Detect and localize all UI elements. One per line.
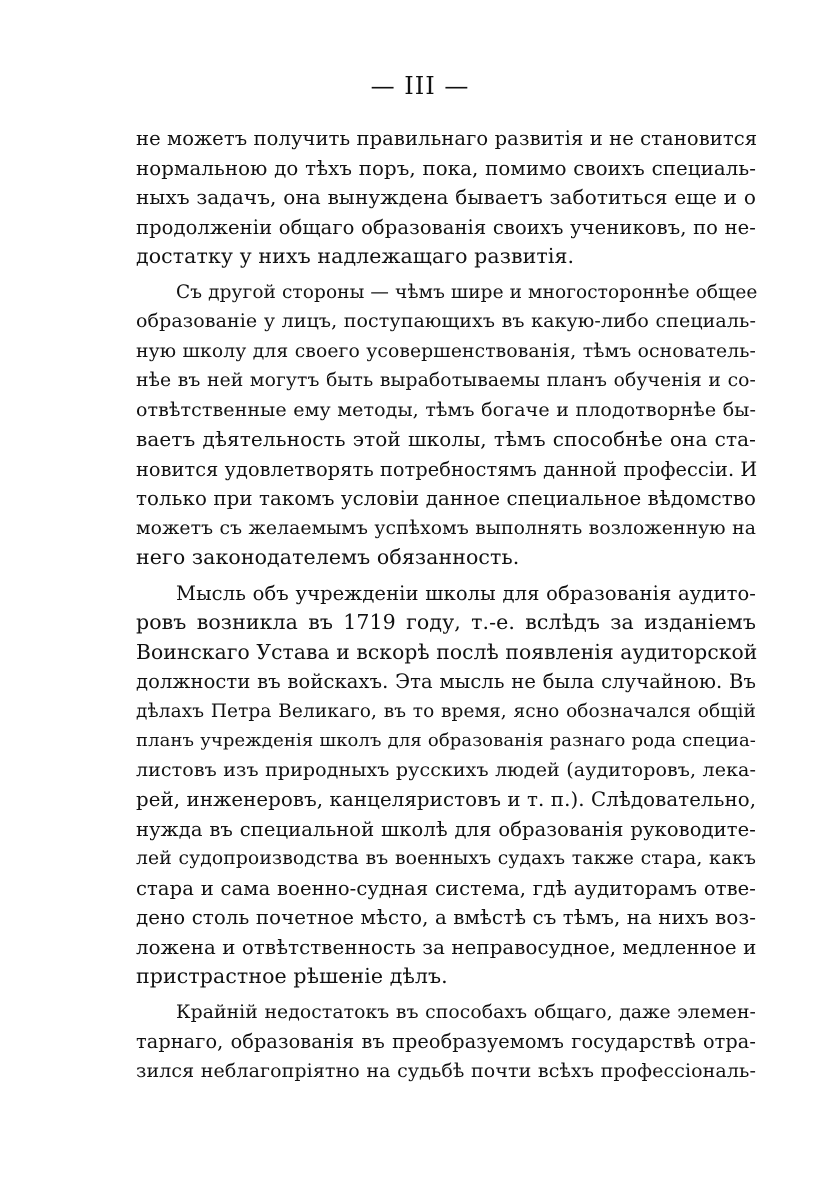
text-line: планъ учрежденія школъ для образованія разнаго рода специа-	[136, 730, 756, 751]
text-line: ваетъ дѣятельность этой школы, тѣмъ способнѣе она ста-	[136, 427, 756, 451]
paragraph-4	[136, 998, 756, 1087]
body-text	[136, 124, 756, 1092]
text-line: стара и сама военно-судная система, гдѣ аудиторамъ отве-	[136, 876, 756, 900]
text-line: пристрастное рѣшеніе дѣлъ.	[136, 964, 448, 988]
text-line: ныхъ задачъ, она вынуждена бываетъ заботиться еще и о	[136, 185, 756, 209]
paragraph-3	[136, 579, 756, 992]
text-line: достатку у нихъ надлежащаго развитія.	[136, 244, 575, 268]
text-line: рей, инженеровъ, канцеляристовъ и т. п.). Слѣдовательно,	[136, 788, 757, 811]
text-line: Крайній недостатокъ въ способахъ общаго, даже элемен-	[176, 1001, 756, 1023]
text-line: дѣлахъ Петра Великаго, въ то время, ясно обозначался общій	[136, 700, 756, 722]
paragraph-1	[136, 124, 756, 272]
text-line: образованіе у лицъ, поступающихъ въ какую-либо специаль-	[136, 310, 756, 332]
text-line: ровъ возникла въ 1719 году, т.-е. вслѣдъ за изданіемъ	[136, 610, 756, 634]
text-line: Мысль объ учрежденіи школы для образованія аудито-	[176, 581, 756, 605]
text-line: зился неблагопріятно на судьбѣ почти всѣхъ профессіональ-	[136, 1059, 756, 1082]
text-line: ложена и отвѣтственность за неправосудное, медленное и	[136, 935, 757, 959]
text-line: отвѣтственные ему методы, тѣмъ богаче и плодотворнѣе бы-	[136, 398, 756, 421]
text-line: продолженіи общаго образованія своихъ учениковъ, по не-	[136, 215, 756, 239]
page-number: — III —	[370, 72, 470, 100]
text-line: дено столь почетное мѣсто, а вмѣстѣ съ тѣмъ, на нихъ воз-	[136, 906, 756, 929]
text-line: лей судопроизводства въ военныхъ судахъ также стара, какъ	[136, 848, 756, 869]
text-line: нужда въ специальной школѣ для образованія руководите-	[136, 817, 756, 841]
text-line: него законодателемъ обязанность.	[136, 545, 520, 569]
text-line: Съ другой стороны — чѣмъ шире и многостороннѣе общее	[176, 281, 758, 303]
text-line: только при такомъ условіи данное специальное вѣдомство	[136, 487, 756, 510]
text-line: должности въ войскахъ. Эта мысль не была случайною. Въ	[136, 670, 756, 693]
text-line: Воинскаго Устава и вскорѣ послѣ появленія аудиторской	[136, 639, 758, 664]
text-line: тарнаго, образованія въ преобразуемомъ государствѣ отра-	[136, 1030, 756, 1053]
text-line: нѣе въ ней могутъ быть выработываемы планъ обученія и со-	[136, 370, 756, 391]
text-line: нормальною до тѣхъ поръ, пока, помимо своихъ специаль-	[136, 156, 756, 180]
text-line: новится удовлетворять потребностямъ данной профессіи. И	[136, 457, 758, 481]
text-line: не можетъ получить правильнаго развитія и не становится	[136, 127, 758, 150]
text-line: листовъ изъ природныхъ русскихъ людей (аудиторовъ, лека-	[136, 758, 756, 781]
paragraph-2	[136, 278, 756, 573]
text-line: ную школу для своего усовершенствованія, тѣмъ основатель-	[136, 340, 756, 362]
text-line: можетъ съ желаемымъ успѣхомъ выполнять возложенную на	[136, 517, 756, 539]
